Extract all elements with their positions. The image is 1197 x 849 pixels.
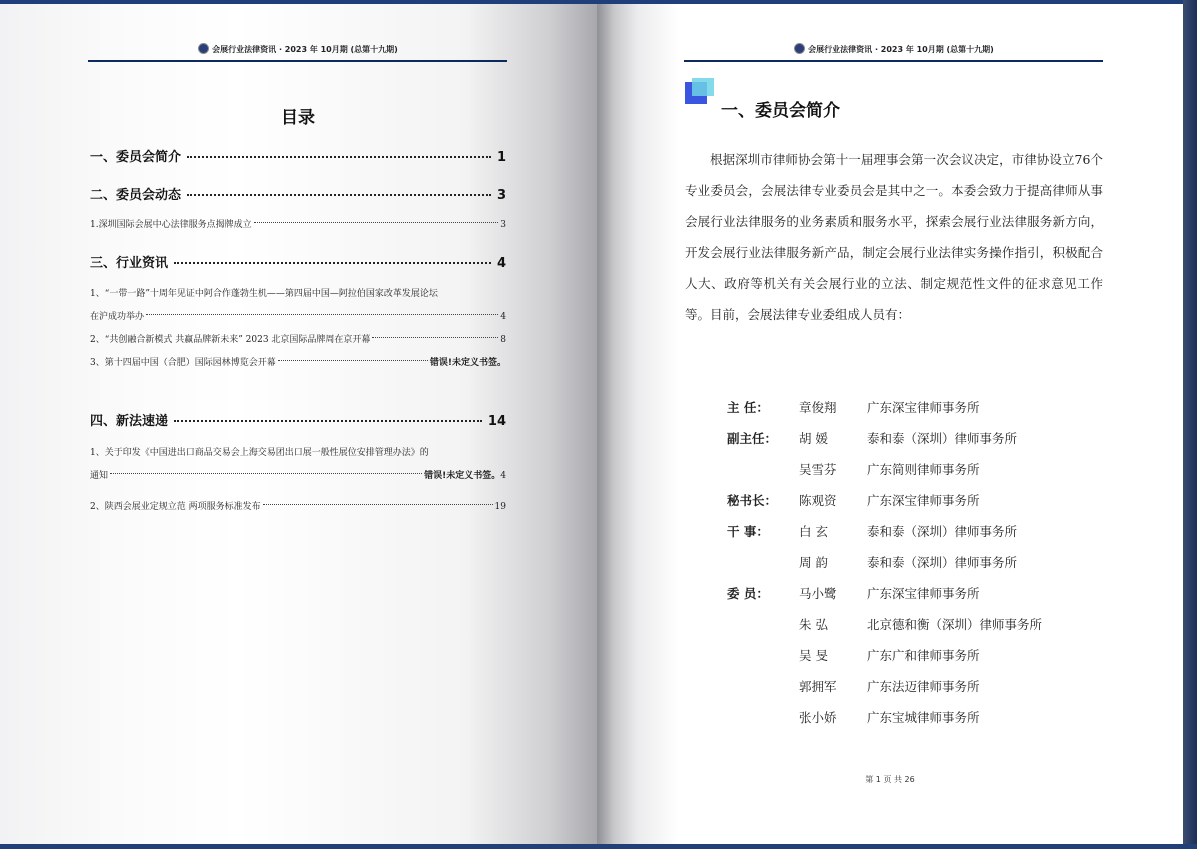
header-text: 会展行业法律资讯 · 2023 年 10月期 (总第十九期) bbox=[212, 45, 398, 54]
member-row bbox=[727, 702, 1042, 733]
toc-section-3[interactable] bbox=[90, 252, 506, 271]
member-row bbox=[727, 423, 1042, 454]
toc-item-text: 1、关于印发《中国进出口商品交易会上海交易团出口展一般性展位安排管理办法》的 bbox=[90, 448, 429, 458]
member-row bbox=[727, 485, 1042, 516]
member-role: 干 事： bbox=[727, 524, 769, 539]
toc-subsection-group bbox=[90, 283, 506, 375]
toc-bookmark-error: 错误!未定义书签。 bbox=[429, 358, 506, 368]
member-name: 马小鹭 bbox=[799, 586, 837, 601]
member-row bbox=[727, 640, 1042, 671]
viewer-scrollbar[interactable] bbox=[1183, 0, 1197, 849]
page-number: 第 1 页 共 26 bbox=[865, 775, 915, 784]
toc-section-1[interactable] bbox=[90, 146, 506, 165]
toc-leader-dots bbox=[254, 222, 499, 223]
member-row bbox=[727, 516, 1042, 547]
toc-section-page: 4 bbox=[496, 256, 506, 271]
association-logo-icon bbox=[794, 43, 805, 54]
member-role: 秘书长： bbox=[727, 493, 778, 508]
toc-leader-dots bbox=[187, 194, 491, 196]
toc-subsection-group bbox=[90, 214, 506, 237]
toc-item-page: 3 bbox=[500, 220, 506, 230]
toc-section-4[interactable] bbox=[90, 410, 506, 429]
toc-item[interactable] bbox=[90, 283, 506, 329]
toc-bookmark-error: 错误!未定义书签。 bbox=[424, 471, 501, 481]
toc-item-text: 1.深圳国际会展中心法律服务点揭牌成立 bbox=[90, 220, 252, 230]
toc-item-page: 4 bbox=[500, 312, 506, 322]
toc-item-page: 4 bbox=[500, 471, 506, 481]
toc-item-page: 19 bbox=[494, 502, 506, 512]
toc-section-page: 14 bbox=[487, 414, 506, 429]
toc-item-text: 在沪成功举办 bbox=[90, 312, 145, 322]
viewer-bottom-bar bbox=[0, 844, 1197, 849]
toc-section-2[interactable] bbox=[90, 184, 506, 203]
member-name: 吴雪芬 bbox=[799, 462, 837, 477]
member-firm: 广东深宝律师事务所 bbox=[867, 586, 980, 601]
toc-leader-dots bbox=[278, 360, 428, 361]
member-firm: 广东简则律师事务所 bbox=[867, 462, 980, 477]
member-name: 张小娇 bbox=[799, 710, 837, 725]
header-text: 会展行业法律资讯 · 2023 年 10月期 (总第十九期) bbox=[808, 45, 994, 54]
member-role bbox=[727, 671, 799, 702]
member-role: 副主任： bbox=[727, 431, 778, 446]
member-role: 委 员： bbox=[727, 586, 769, 601]
member-row bbox=[727, 671, 1042, 702]
toc-item-text: 通知 bbox=[90, 471, 109, 481]
member-firm: 广东法迈律师事务所 bbox=[867, 679, 980, 694]
toc-section-title: 四、新法速递 bbox=[90, 414, 169, 429]
member-firm: 广东深宝律师事务所 bbox=[867, 400, 980, 415]
toc-item-text: 2、“共创融合新模式 共赢品牌新未来” 2023 北京国际品牌周在京开幕 bbox=[90, 335, 371, 345]
member-firm: 北京德和衡（深圳）律师事务所 bbox=[867, 617, 1043, 632]
member-name: 白 玄 bbox=[799, 524, 828, 539]
toc-section-title: 二、委员会动态 bbox=[90, 188, 182, 203]
toc-item[interactable] bbox=[90, 442, 506, 488]
toc-item[interactable] bbox=[90, 352, 506, 375]
header-rule bbox=[88, 60, 507, 62]
member-name: 周 韵 bbox=[799, 555, 828, 570]
member-row bbox=[727, 454, 1042, 485]
member-row bbox=[727, 392, 1042, 423]
toc-leader-dots bbox=[187, 156, 491, 158]
toc-item[interactable] bbox=[90, 329, 506, 352]
member-row bbox=[727, 578, 1042, 609]
member-row bbox=[727, 609, 1042, 640]
intro-paragraph: 根据深圳市律师协会第十一届理事会第一次会议决定，市律协设立76个专业委员会，会展法律专业委员会是其中之一。本委会致力于提高律师从事会展行业法律服务的业务素质和服务水平，探索会展行业法律服务新方向，开发会展行业法律服务新产品，制定会展行业法律实务操作指引，积极配合人大、政府等机关有关会展行业的立法、制定规范性文件的征求意见工作等。目前，会展法律专业委组成人员有： bbox=[685, 152, 1103, 322]
member-role bbox=[727, 702, 799, 733]
toc-leader-dots bbox=[263, 504, 493, 505]
header-rule bbox=[684, 60, 1103, 62]
toc-item-text: 3、第十四届中国（合肥）国际园林博览会开幕 bbox=[90, 358, 276, 368]
toc-item-page: 8 bbox=[500, 335, 506, 345]
member-firm: 泰和泰（深圳）律师事务所 bbox=[867, 431, 1018, 446]
member-name: 吴 旻 bbox=[799, 648, 828, 663]
section-title: 一、委员会简介 bbox=[721, 101, 840, 121]
toc-leader-dots bbox=[174, 420, 482, 422]
member-role: 主 任： bbox=[727, 400, 769, 415]
member-firm: 广东宝城律师事务所 bbox=[867, 710, 980, 725]
member-name: 章俊翔 bbox=[799, 400, 837, 415]
member-role bbox=[727, 547, 799, 578]
toc-item-text: 2、陕西会展业定规立范 两项服务标准发布 bbox=[90, 502, 261, 512]
member-list bbox=[727, 392, 1042, 733]
member-firm: 广东深宝律师事务所 bbox=[867, 493, 980, 508]
toc-item-text: 1、“一带一路”十周年见证中阿合作蓬勃生机——第四届中国—阿拉伯国家改革发展论坛 bbox=[90, 289, 438, 299]
member-row bbox=[727, 547, 1042, 578]
toc-subsection-group bbox=[90, 442, 506, 519]
member-role bbox=[727, 609, 799, 640]
member-firm: 泰和泰（深圳）律师事务所 bbox=[867, 555, 1018, 570]
section-marker-icon bbox=[685, 78, 715, 106]
toc-title: 目录 bbox=[281, 108, 315, 128]
toc-section-title: 三、行业资讯 bbox=[90, 256, 169, 271]
member-firm: 泰和泰（深圳）律师事务所 bbox=[867, 524, 1018, 539]
toc-item[interactable] bbox=[90, 496, 506, 519]
member-firm: 广东广和律师事务所 bbox=[867, 648, 980, 663]
member-name: 陈观资 bbox=[799, 493, 837, 508]
toc-item[interactable] bbox=[90, 214, 506, 237]
member-role bbox=[727, 640, 799, 671]
member-name: 朱 弘 bbox=[799, 617, 828, 632]
toc-leader-dots bbox=[110, 473, 422, 474]
toc-section-title: 一、委员会简介 bbox=[90, 150, 182, 165]
toc-section-page: 1 bbox=[496, 150, 506, 165]
toc-leader-dots bbox=[372, 337, 498, 338]
member-role bbox=[727, 454, 799, 485]
member-name: 胡 媛 bbox=[799, 431, 828, 446]
association-logo-icon bbox=[198, 43, 209, 54]
member-name: 郭拥军 bbox=[799, 679, 837, 694]
toc-leader-dots bbox=[174, 262, 491, 264]
toc-section-page: 3 bbox=[496, 188, 506, 203]
toc-leader-dots bbox=[146, 314, 498, 315]
